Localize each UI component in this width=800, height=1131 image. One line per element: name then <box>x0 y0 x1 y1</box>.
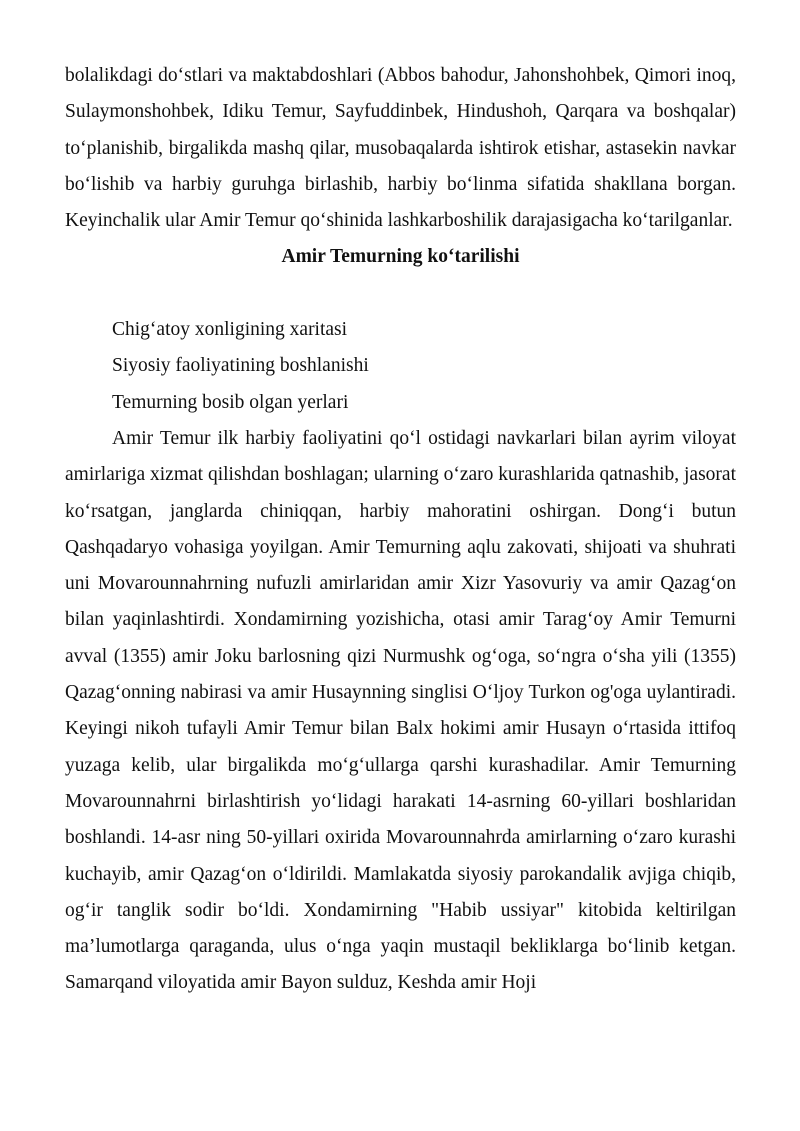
toc-item-map: Chig‘atoy xonligining xaritasi <box>112 319 348 341</box>
paragraph-main: Amir Temur ilk harbiy faoliyatini qo‘l ostidagi navkarlari bilan ayrim viloyat amirlariga xizmat qilishdan boshlagan; ularning o‘zaro kurashlarida qatnashib, jasorat ko‘rsatgan, janglarda chiniqqan, harbiy mahoratini oshirgan. Dong‘i butun Qashqadaryo vohasiga yoyilgan. Amir Temurning aqlu zakovati, shijoati va shuhrati uni Movarounnahrning nufuzli amirlaridan amir Xizr Yasovuriy va amir Qazag‘on bilan yaqinlashtirdi. Xondamirning yozishicha, otasi amir Tarag‘oy Amir Temurni avval (1355) amir Joku barlosning qizi Nurmushk og‘oga, so‘ngra o‘sha yili (1355) Qazag‘onning nabirasi va amir Husaynning singlisi O‘ljoy Turkon og'oga uylantiradi. Keyingi nikoh tufayli Amir Temur bilan Balx hokimi amir Husayn o‘rtasida ittifoq yuzaga kelib, ular birgalikda mo‘g‘ullarga qarshi kurashadilar. Amir Temurning Movarounnahrni birlashtirish yo‘lidagi harakati 14-asrning 60-yillari boshlaridan boshlandi. 14-asr ning 50-yillari oxirida Movarounnahrda amirlarning o‘zaro kurashi kuchayib, amir Qazag‘on o‘ldirildi. Mamlakatda siyosiy parokandalik avjiga chiqib, og‘ir tanglik sodir bo‘ldi. Xondamirning "Habib ussiyar" kitobida keltirilgan ma’lumotlarga qaraganda, ulus o‘nga yaqin mustaqil bekliklarga bo‘linib ketgan. Samarqand viloyatida amir Bayon sulduz, Keshda amir Hoji <box>65 427 736 994</box>
paragraph-intro: bolalikdagi do‘stlari va maktabdoshlari (Abbos bahodur, Jahonshohbek, Qimori inoq, Sulaymonshohbek, Idiku Temur, Sayfuddinbek, Hindushoh, Qarqara va boshqalar) to‘planishib, birgalikda mashq qilar, musobaqalarda ishtirok etishar, astasekin navkar bo‘lishib va harbiy guruhga birlashib, harbiy bo‘linma sifatida shakllana borgan. Keyinchalik ular Amir Temur qo‘shinida lashkarboshilik darajasigacha ko‘tarilganlar. <box>65 65 736 232</box>
toc-item-conquered-lands: Temurning bosib olgan yerlari <box>112 391 349 413</box>
document-page <box>65 58 736 1002</box>
section-heading: Amir Temurning ko‘tarilishi <box>281 246 520 268</box>
blank-line <box>65 276 736 312</box>
toc-item-political-start: Siyosiy faoliyatining boshlanishi <box>112 355 369 377</box>
